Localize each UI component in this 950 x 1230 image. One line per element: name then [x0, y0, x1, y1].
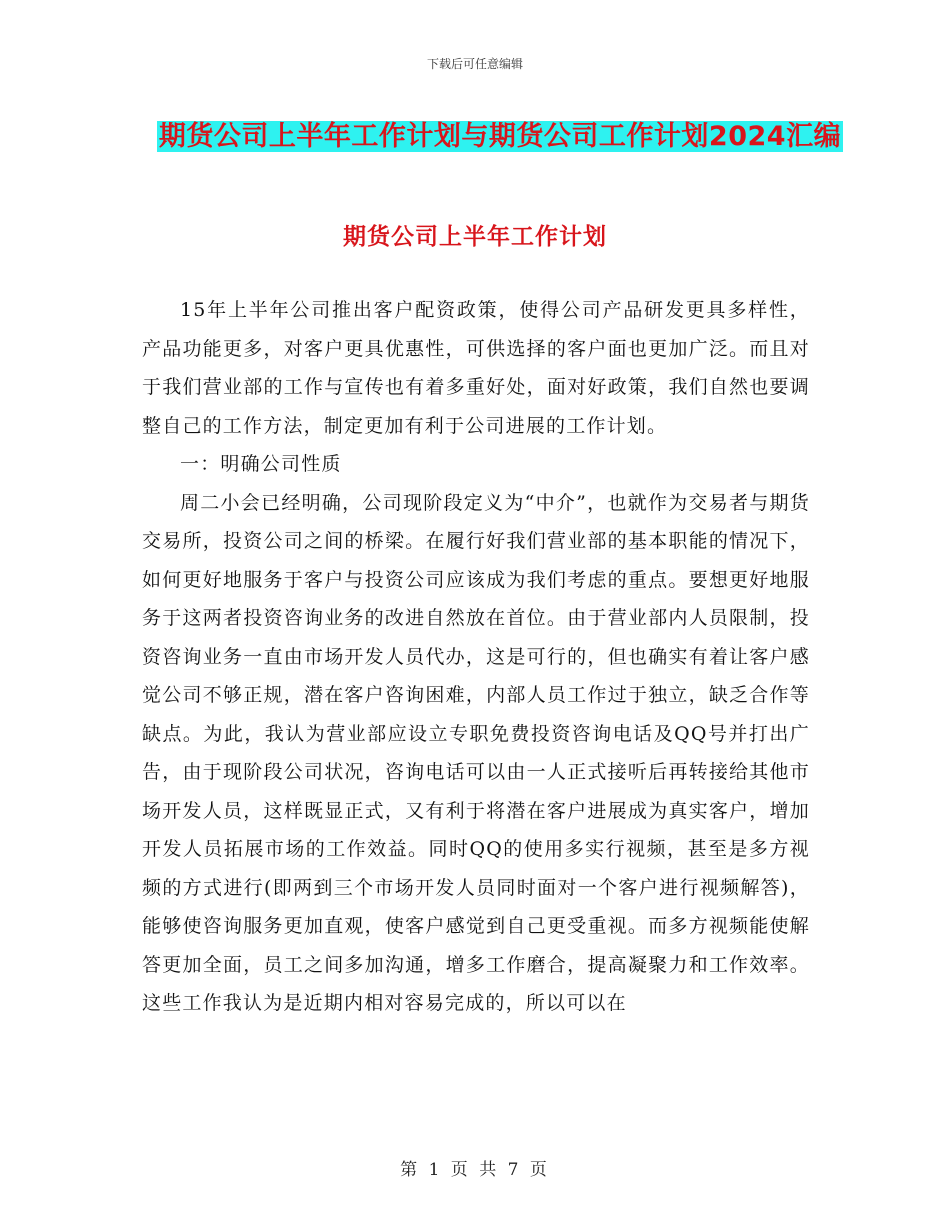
paragraph-heading: 一：明确公司性质: [180, 453, 342, 475]
paragraph-intro: 15年上半年公司推出客户配资政策，使得公司产品研发更具多样性，产品功能更多，对客户更具优惠性，可供选择的客户面也更加广泛。而且对于我们营业部的工作与宣传也有着多重好处，面对好政策，我们自然也要调整自己的工作方法，制定更加有利于公司进展的工作计划。: [142, 299, 810, 437]
document-title-text: 期货公司上半年工作计划与期货公司工作计划2024汇编: [158, 121, 842, 152]
page-footer: 第 1 页 共 7 页: [400, 1160, 550, 1180]
paragraph-body: 周二小会已经明确，公司现阶段定义为“中介”，也就作为交易者与期货交易所，投资公司之间的桥梁。在履行好我们营业部的基本职能的情况下，如何更好地服务于客户与投资公司应该成为我们考虑的重点。要想更好地服务于这两者投资咨询业务的改进自然放在首位。由于营业部内人员限制，投资咨询业务一直由市场开发人员代办，这是可行的，但也确实有着让客户感觉公司不够正规，潜在客户咨询困难，内部人员工作过于独立，缺乏合作等缺点。为此，我认为营业部应设立专职免费投资咨询电话及QQ号并打出广告，由于现阶段公司状况，咨询电话可以由一人正式接听后再转接给其他市场开发人员，这样既显正式，又有利于将潜在客户进展成为真实客户，增加开发人员拓展市场的工作效益。同时QQ的使用多实行视频，甚至是多方视频的方式进行(即两到三个市场开发人员同时面对一个客户进行视频解答)，能够使咨询服务更加直观，使客户感觉到自己更受重视。而多方视频能使解答更加全面，员工之间多加沟通，增多工作磨合，提高凝聚力和工作效率。这些工作我认为是近期内相对容易完成的，所以可以在: [142, 491, 810, 1014]
document-title: [140, 112, 860, 162]
document-body: [142, 291, 810, 1023]
header-note: 下载后可任意编辑: [426, 57, 523, 71]
section-title: 期货公司上半年工作计划: [343, 224, 607, 250]
